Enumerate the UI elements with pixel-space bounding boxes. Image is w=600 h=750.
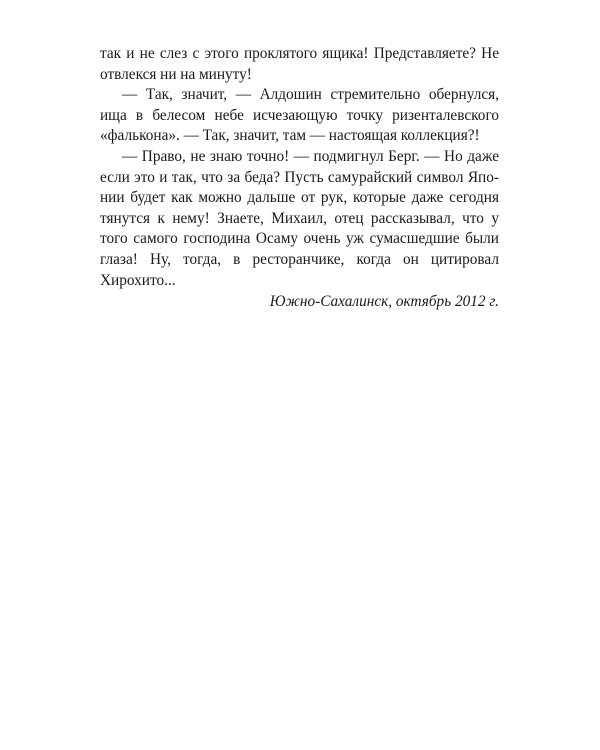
body-text-block <box>100 44 499 313</box>
paragraph-aldoshin: — Так, значит, — Алдошин стремительно обернулся, ища в белесом небе исчезающую точку ризенталевского «фалькона». — Так, значит, там — настоящая коллекция?! <box>100 86 499 145</box>
paragraph-berg: — Право, не знаю точно! — подмигнул Берг. — Но даже если это и так, что за беда? Пусть самурайский символ Японии будет как можно дальше от рук, которые даже сегодня тянутся к нему! Знаете, Михаил, отец рассказывал, что у того самого господина Осаму очень уж сумасшедшие были глаза! Ну, тогда, в ресторанчике, когда он цитировал Хирохито... <box>100 147 499 289</box>
paragraph-continued: так и не слез с этого проклятого ящика! Представляете? Не отвлекся ни на минуту! <box>100 45 499 83</box>
page-footer-blank-area <box>0 330 600 750</box>
dateline: Южно-Сахалинск, октябрь 2012 г. <box>269 293 499 311</box>
